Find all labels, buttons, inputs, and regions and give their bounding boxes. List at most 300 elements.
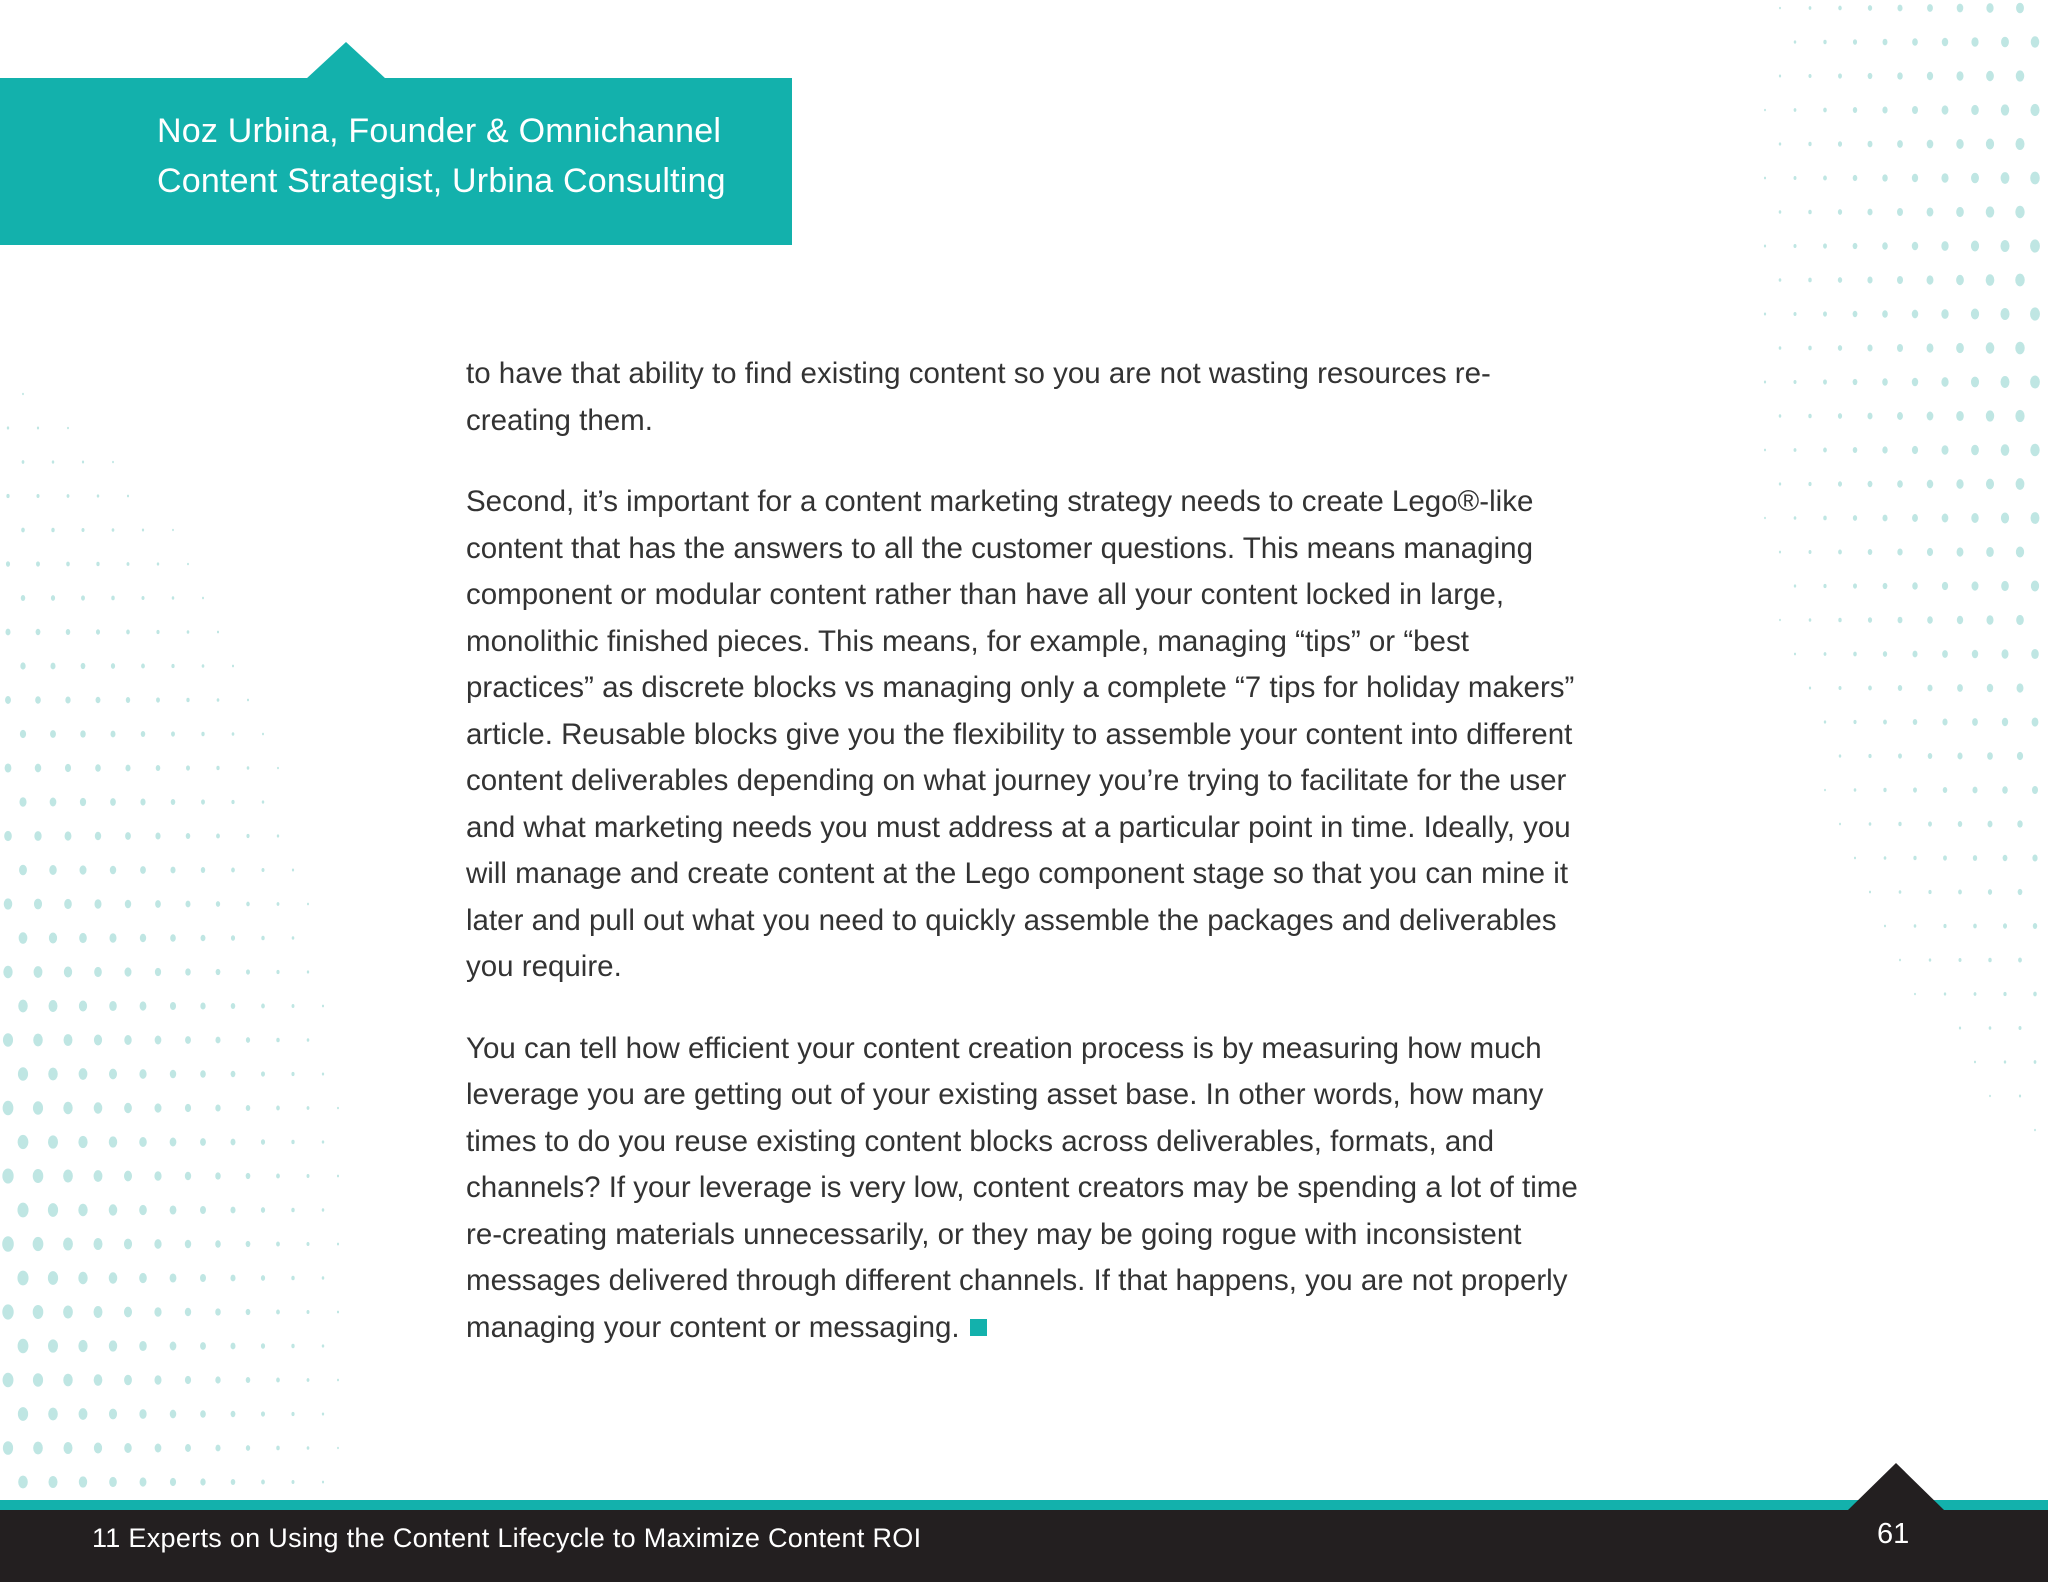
decorative-dot [2, 1236, 14, 1251]
decorative-dot [155, 968, 161, 976]
decorative-dot [33, 1034, 43, 1047]
decorative-dot [1988, 889, 1992, 895]
decorative-dot [139, 1069, 146, 1079]
decorative-dot [1912, 242, 1918, 251]
decorative-dot [3, 1101, 14, 1115]
decorative-dot [1824, 652, 1827, 656]
decorative-dot [18, 1135, 29, 1149]
decorative-dot [1794, 653, 1796, 656]
decorative-dot [231, 1411, 236, 1417]
decorative-dot [1838, 277, 1842, 283]
decorative-dot [67, 427, 69, 430]
decorative-dot [124, 1239, 132, 1250]
decorative-dot [65, 831, 72, 840]
decorative-dot [48, 1068, 58, 1081]
decorative-dot [37, 427, 39, 430]
decorative-dot [261, 1207, 265, 1213]
decorative-dot [2004, 1060, 2006, 1063]
decorative-dot [79, 1068, 88, 1080]
decorative-dot [1764, 109, 1766, 112]
decorative-dot [1898, 822, 1901, 826]
header-notch [306, 42, 386, 79]
decorative-dot [201, 799, 205, 804]
decorative-dot [1928, 753, 1933, 759]
decorative-dot [1883, 651, 1887, 657]
decorative-dot [5, 763, 12, 772]
decorative-dot [1839, 754, 1842, 757]
decorative-dot [201, 867, 205, 873]
decorative-dot [19, 932, 28, 944]
decorative-dot [291, 1344, 294, 1348]
article-body [466, 351, 1586, 1386]
decorative-dot [246, 1377, 251, 1383]
decorative-dot [1897, 548, 1902, 555]
decorative-dot [1957, 616, 1963, 625]
decorative-dot [247, 699, 249, 702]
decorative-dot [322, 1412, 324, 1415]
decorative-dot [1853, 447, 1858, 453]
decorative-dot [1853, 515, 1857, 521]
decorative-dot [292, 936, 295, 939]
decorative-dot [230, 1275, 235, 1282]
decorative-dot [307, 1174, 310, 1178]
decorative-dot [1986, 206, 1995, 217]
decorative-dot [79, 933, 87, 943]
decorative-dot [126, 697, 130, 703]
decorative-dot [1897, 5, 1902, 12]
decorative-dot [139, 1205, 147, 1215]
decorative-dot [1794, 108, 1797, 112]
decorative-dot [291, 1072, 294, 1076]
decorative-dot [18, 1407, 28, 1421]
decorative-dot [1809, 550, 1812, 554]
decorative-dot [1823, 448, 1827, 453]
decorative-dot [1944, 992, 1946, 995]
decorative-dot [2034, 1060, 2037, 1064]
decorative-dot [48, 1339, 58, 1352]
decorative-dot [2001, 376, 2010, 388]
decorative-dot [109, 1001, 117, 1011]
decorative-dot [3, 966, 12, 978]
decorative-dot [1928, 890, 1931, 894]
decorative-dot [1987, 752, 1993, 760]
decorative-dot [1823, 175, 1827, 180]
decorative-dot [51, 595, 55, 601]
decorative-dot [1823, 379, 1827, 384]
decorative-dot [1927, 412, 1934, 421]
decorative-dot [1929, 958, 1932, 961]
decorative-dot [1988, 821, 1993, 828]
decorative-dot [7, 426, 9, 429]
decorative-dot [200, 1070, 206, 1078]
decorative-dot [109, 1204, 118, 1215]
decorative-dot [1764, 313, 1766, 316]
decorative-dot [1956, 275, 1964, 285]
decorative-dot [1853, 720, 1856, 724]
decorative-dot [1838, 481, 1842, 486]
decorative-dot [66, 562, 70, 567]
decorative-dot [170, 934, 176, 942]
decorative-dot [1882, 242, 1888, 249]
decorative-dot [2030, 239, 2040, 252]
decorative-dot [171, 731, 175, 736]
decorative-dot [1928, 821, 1932, 826]
decorative-dot [1779, 346, 1782, 350]
decorative-dot [262, 733, 264, 736]
decorative-dot [1868, 686, 1872, 691]
decorative-dot [3, 1373, 14, 1388]
decorative-dot [276, 1173, 280, 1178]
decorative-dot [1823, 108, 1827, 113]
decorative-dot [185, 1172, 191, 1180]
decorative-dot [1897, 208, 1903, 216]
decorative-dot [2018, 889, 2023, 895]
decorative-dot [22, 393, 24, 395]
decorative-dot [1779, 278, 1782, 282]
decorative-dot [1838, 6, 1842, 11]
decorative-dot [185, 1240, 191, 1249]
decorative-dot [1973, 855, 1977, 861]
decorative-dot [1986, 342, 1995, 353]
decorative-dot [291, 1412, 294, 1416]
decorative-dot [66, 629, 70, 635]
decorative-dot [1914, 993, 1916, 996]
decorative-dot [1971, 173, 1979, 184]
decorative-dot [322, 1208, 325, 1211]
decorative-dot [1941, 241, 1948, 251]
decorative-dot [277, 767, 279, 770]
decorative-dot [262, 800, 265, 803]
decorative-dot [2001, 37, 2009, 48]
decorative-dot [1882, 174, 1887, 181]
decorative-dot [2003, 855, 2008, 861]
decorative-dot [140, 1001, 147, 1010]
decorative-dot [276, 1038, 279, 1043]
decorative-dot [140, 799, 145, 806]
decorative-dot [140, 1477, 147, 1486]
decorative-dot [2001, 581, 2009, 591]
decorative-dot [1897, 480, 1903, 488]
decorative-dot [1927, 140, 1934, 149]
decorative-dot [276, 1241, 280, 1246]
decorative-dot [1882, 378, 1888, 385]
decorative-dot [110, 731, 115, 738]
decorative-dot [1853, 583, 1857, 588]
decorative-dot [34, 966, 43, 978]
decorative-dot [64, 966, 72, 977]
decorative-dot [79, 1000, 87, 1011]
decorative-dot [34, 899, 42, 910]
decorative-dot [1912, 514, 1918, 522]
decorative-dot [52, 460, 55, 463]
decorative-dot [1956, 207, 1964, 217]
decorative-dot [1957, 547, 1964, 556]
decorative-dot [109, 1477, 117, 1487]
decorative-dot [156, 697, 160, 702]
decorative-dot [18, 1476, 28, 1489]
decorative-dot [2, 1168, 13, 1183]
decorative-dot [307, 1446, 310, 1450]
decorative-dot [36, 561, 40, 566]
decorative-dot [1764, 245, 1766, 248]
decorative-dot [231, 1071, 236, 1077]
decorative-dot [262, 868, 265, 872]
decorative-dot [1794, 584, 1796, 587]
decorative-dot [157, 562, 159, 565]
decorative-dot [1884, 856, 1887, 860]
decorative-dot [291, 1140, 294, 1144]
decorative-dot [64, 1442, 73, 1454]
decorative-dot [1853, 175, 1858, 181]
decorative-dot [1794, 40, 1797, 43]
decorative-dot [1941, 309, 1948, 319]
decorative-dot [127, 562, 130, 566]
decorative-dot [110, 798, 116, 806]
decorative-dot [20, 662, 25, 669]
decorative-dot [246, 902, 250, 907]
decorative-dot [1927, 275, 1934, 284]
decorative-dot [2031, 580, 2039, 591]
decorative-dot [155, 1444, 162, 1453]
decorative-dot [1974, 992, 1977, 996]
decorative-dot [51, 528, 54, 533]
decorative-dot [1986, 410, 1994, 421]
decorative-dot [185, 1376, 191, 1384]
decorative-dot [1854, 788, 1857, 791]
decorative-dot [1868, 5, 1872, 11]
decorative-dot [154, 1375, 161, 1384]
decorative-dot [48, 1203, 58, 1217]
decorative-dot [1884, 925, 1886, 928]
decorative-dot [1794, 516, 1797, 520]
decorative-dot [170, 1410, 177, 1419]
decorative-dot [95, 832, 101, 841]
decorative-dot [337, 1311, 339, 1314]
decorative-dot [125, 832, 131, 840]
decorative-dot [322, 1344, 324, 1347]
decorative-dot [127, 495, 129, 498]
decorative-dot [1779, 75, 1781, 78]
decorative-dot [1957, 753, 1962, 760]
decorative-dot [1986, 479, 1994, 490]
decorative-dot [200, 1274, 206, 1282]
decorative-dot [246, 1241, 251, 1247]
decorative-dot [1971, 37, 1978, 47]
decorative-dot [1986, 71, 1994, 81]
decorative-dot [1957, 684, 1963, 692]
decorative-dot [246, 1105, 251, 1111]
decorative-dot [337, 1107, 339, 1110]
decorative-dot [261, 1139, 265, 1145]
decorative-dot [232, 665, 234, 668]
decorative-dot [67, 494, 70, 498]
decorative-dot [216, 833, 220, 838]
decorative-dot [2031, 649, 2039, 659]
decorative-dot [1824, 720, 1826, 723]
decorative-dot [1927, 548, 1933, 556]
decorative-dot [63, 1237, 73, 1250]
decorative-dot [109, 1340, 117, 1351]
decorative-dot [1957, 4, 1964, 13]
decorative-dot [111, 596, 115, 601]
decorative-dot [1867, 413, 1872, 420]
decorative-dot [140, 866, 146, 874]
decorative-dot [231, 1139, 236, 1146]
decorative-dot [94, 1442, 102, 1453]
decorative-dot [1942, 582, 1948, 590]
decorative-dot [81, 595, 85, 600]
decorative-dot [5, 696, 11, 704]
decorative-dot [2001, 444, 2010, 456]
decorative-dot [155, 1036, 162, 1045]
decorative-dot [1898, 753, 1902, 758]
decorative-dot [1912, 174, 1918, 182]
decorative-dot [1794, 176, 1797, 180]
decorative-dot [2016, 615, 2024, 625]
decorative-dot [2019, 1026, 2022, 1030]
decorative-dot [261, 1071, 265, 1076]
decorative-dot [217, 698, 220, 702]
decorative-dot [94, 1374, 103, 1386]
decorative-dot [1988, 958, 1991, 963]
decorative-dot [96, 629, 100, 634]
decorative-dot [78, 1204, 87, 1217]
decorative-dot [109, 1136, 117, 1147]
decorative-dot [1779, 551, 1781, 554]
decorative-dot [1809, 687, 1811, 690]
decorative-dot [1897, 72, 1903, 79]
decorative-dot [2018, 957, 2022, 962]
decorative-dot [1779, 210, 1782, 213]
decorative-dot [1971, 445, 1979, 455]
decorative-dot [1897, 276, 1903, 284]
decorative-dot [246, 834, 249, 838]
decorative-dot [36, 629, 41, 635]
decorative-dot [139, 1273, 147, 1283]
decorative-dot [1898, 617, 1903, 624]
decorative-dot [1853, 39, 1857, 45]
decorative-dot [1882, 310, 1888, 318]
decorative-dot [17, 1271, 28, 1286]
decorative-dot [21, 595, 25, 601]
decorative-dot [2030, 172, 2040, 185]
decorative-dot [1868, 481, 1873, 487]
decorative-dot [185, 1308, 191, 1316]
decorative-dot [109, 933, 116, 942]
decorative-dot [139, 1137, 147, 1147]
decorative-dot [292, 1480, 295, 1484]
decorative-dot [1808, 482, 1811, 486]
decorative-dot [1986, 3, 1993, 13]
decorative-dot [125, 765, 130, 772]
decorative-dot [1853, 107, 1857, 113]
decorative-dot [261, 1004, 265, 1009]
decorative-dot [215, 1172, 221, 1179]
decorative-dot [231, 800, 234, 804]
decorative-dot [215, 1240, 221, 1247]
decorative-dot [1912, 651, 1917, 658]
decorative-dot [1914, 924, 1917, 927]
decorative-dot [78, 1340, 87, 1352]
decorative-dot [141, 731, 146, 737]
decorative-dot [276, 1106, 280, 1111]
decorative-dot [124, 1307, 132, 1318]
paragraph-1: to have that ability to find existing content so you are not wasting resources re-creating them. [466, 357, 1491, 437]
decorative-dot [187, 630, 190, 634]
decorative-dot [1986, 139, 1994, 150]
decorative-dot [1973, 924, 1977, 929]
decorative-dot [1764, 517, 1766, 519]
decorative-dot [125, 967, 132, 976]
decorative-dot [1912, 310, 1919, 319]
decorative-dot [185, 1444, 191, 1452]
decorative-dot [1809, 618, 1812, 622]
decorative-dot [78, 1272, 87, 1285]
decorative-dot [170, 1342, 177, 1351]
author-byline [157, 106, 777, 206]
decorative-dot [231, 868, 235, 873]
page-number: 61 [1877, 1518, 1910, 1550]
decorative-dot [33, 1169, 44, 1183]
decorative-dot [170, 1070, 176, 1079]
decorative-dot [1853, 379, 1858, 385]
decorative-dot [112, 461, 114, 464]
decorative-dot [79, 1408, 88, 1420]
author-role-part-2: Content Strategist, Urbina Consulting [157, 162, 726, 200]
decorative-dot [1808, 74, 1811, 78]
decorative-dot [232, 732, 235, 736]
author-name: Noz Urbina, [157, 112, 339, 150]
decorative-dot [19, 797, 26, 806]
decorative-dot [126, 630, 130, 635]
decorative-dot [1942, 105, 1949, 114]
decorative-dot [1941, 173, 1948, 183]
decorative-dot [171, 664, 174, 668]
decorative-dot [1808, 346, 1811, 351]
decorative-dot [200, 1002, 205, 1009]
decorative-dot [1764, 449, 1766, 452]
decorative-dot [307, 1378, 310, 1382]
decorative-dot [80, 865, 87, 874]
decorative-dot [1868, 141, 1873, 148]
decorative-dot [1927, 72, 1933, 80]
decorative-dot [1883, 788, 1886, 792]
paragraph-3 [466, 1026, 1586, 1352]
decorative-dot [170, 1478, 176, 1486]
decorative-dot [6, 494, 9, 498]
decorative-dot [2016, 546, 2024, 557]
decorative-dot [185, 968, 191, 975]
decorative-dot [307, 1038, 310, 1042]
decorative-dot [1943, 924, 1946, 928]
decorative-dot [79, 1476, 87, 1487]
decorative-dot [1808, 142, 1811, 146]
decorative-dot [94, 1102, 103, 1113]
decorative-dot [36, 494, 39, 498]
decorative-dot [1823, 243, 1827, 248]
decorative-dot [1793, 380, 1796, 384]
decorative-dot [1956, 71, 1963, 80]
decorative-dot [33, 1305, 44, 1319]
decorative-dot [1808, 278, 1812, 283]
decorative-dot [124, 1035, 131, 1045]
decorative-dot [111, 663, 115, 669]
decorative-dot [172, 596, 175, 599]
decorative-dot [2031, 36, 2040, 47]
decorative-dot [1764, 177, 1766, 180]
decorative-dot [80, 730, 86, 737]
decorative-dot [2034, 1129, 2036, 1132]
